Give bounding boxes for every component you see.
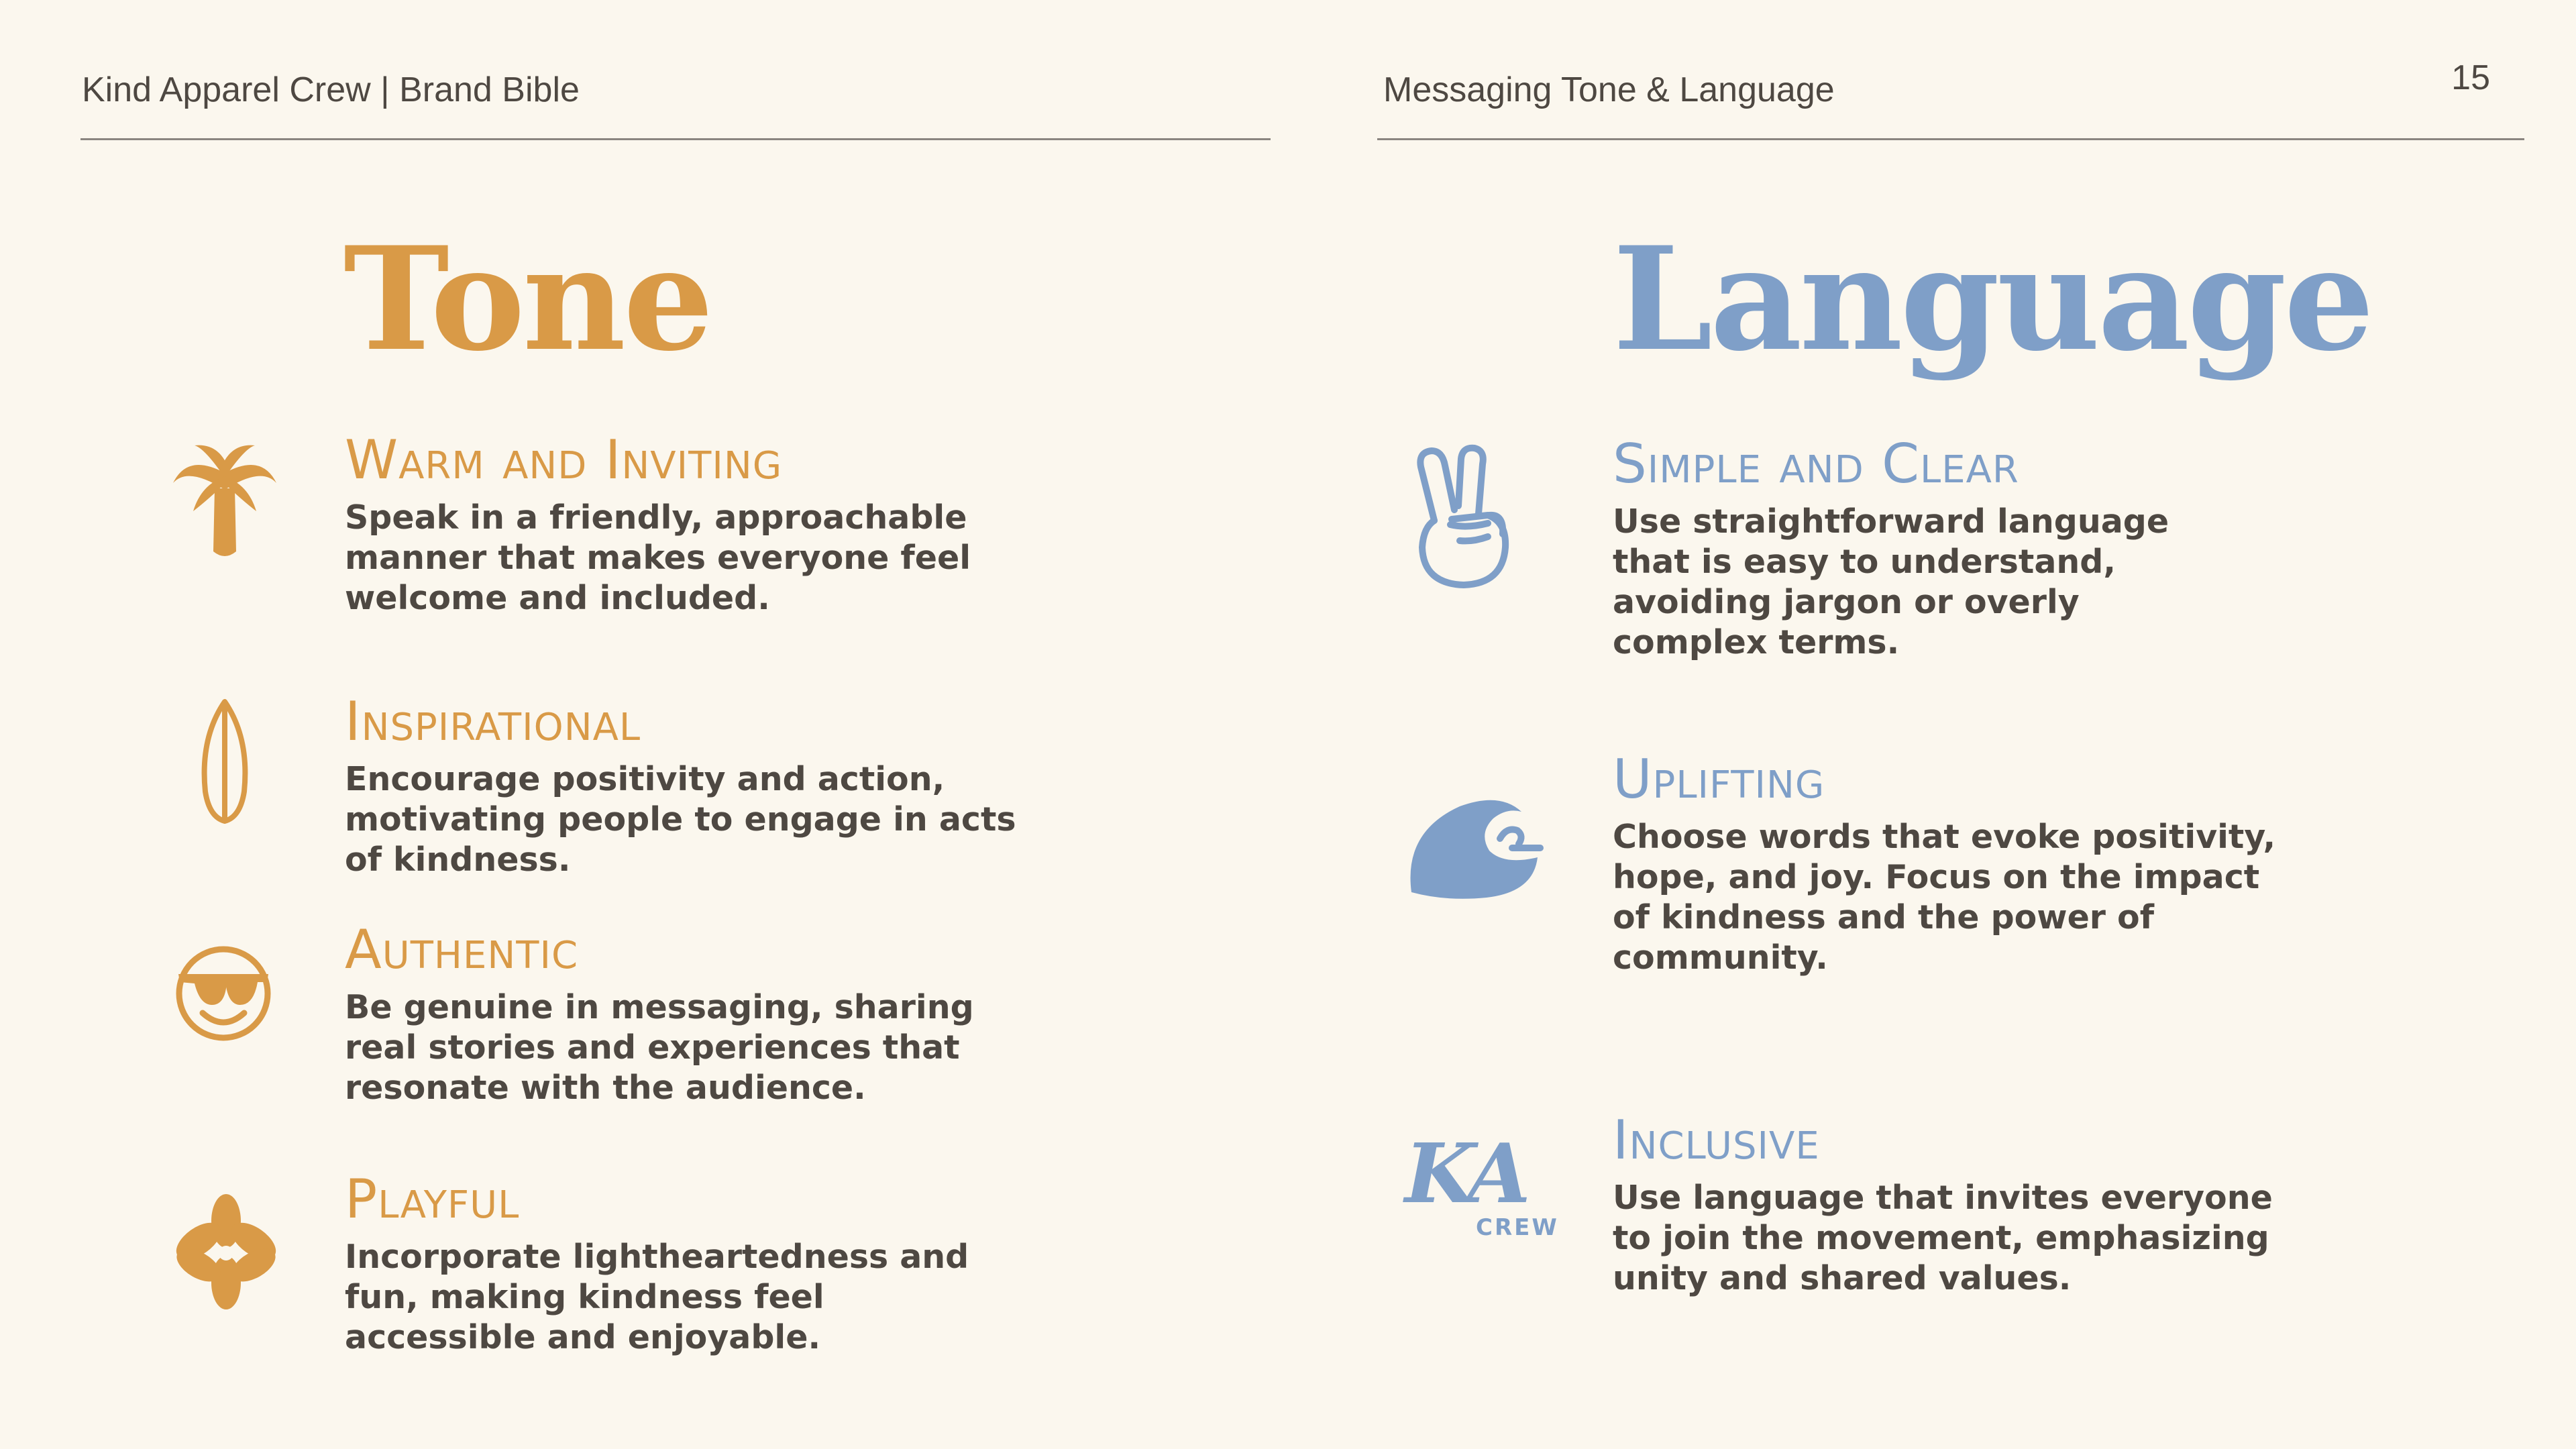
tone-item-warm <box>345 429 1083 619</box>
tone-item-playful <box>345 1168 1083 1358</box>
tone-item-body: Speak in a friendly, approachable manner that makes everyone feel welcome and included. <box>345 498 971 617</box>
tone-item-body: Be genuine in messaging, sharing real stories and experiences that resonate with the audience. <box>345 988 974 1107</box>
language-item-simple <box>1613 433 2351 663</box>
tone-item-inspirational <box>345 690 1083 880</box>
tone-item-heading: Playful <box>345 1168 520 1230</box>
page-number: 15 <box>2451 58 2490 97</box>
tone-item-body: Incorporate lightheartedness and fun, making kindness feel accessible and enjoyable. <box>345 1238 969 1356</box>
language-item-uplifting <box>1613 748 2351 978</box>
header-divider-right <box>1377 138 2524 140</box>
language-item-heading: Inclusive <box>1613 1109 1820 1171</box>
language-item-heading: Simple and Clear <box>1613 433 2019 495</box>
ka-logo-sub: CREW <box>1476 1214 1559 1241</box>
palm-tree-icon <box>168 436 282 564</box>
language-item-body: Use language that invites everyone to join the movement, emphasizing unity and shared values. <box>1613 1179 2273 1297</box>
peace-hand-icon <box>1409 440 1516 594</box>
tone-item-heading: Warm and Inviting <box>345 429 783 491</box>
language-item-inclusive <box>1613 1109 2351 1299</box>
surfboard-icon <box>195 698 255 825</box>
flower-icon <box>176 1191 276 1312</box>
header-divider-left <box>80 138 1271 140</box>
section-title: Messaging Tone & Language <box>1383 70 1835 109</box>
language-item-body: Choose words that evoke positivity, hope, and joy. Focus on the impact of kindness and the power of community. <box>1613 818 2276 977</box>
document-title: Kind Apparel Crew | Brand Bible <box>82 70 580 109</box>
tone-item-heading: Inspirational <box>345 690 641 753</box>
language-title: Language <box>1613 215 2372 382</box>
tone-title: Tone <box>343 215 711 382</box>
sunglasses-smiley-icon <box>173 943 274 1044</box>
language-item-body: Use straightforward language that is easy to understand, avoiding jargon or overly complex terms. <box>1613 502 2169 661</box>
tone-item-authentic <box>345 918 1083 1108</box>
tone-item-body: Encourage positivity and action, motivating people to engage in acts of kindness. <box>345 760 1016 879</box>
tone-item-heading: Authentic <box>345 918 579 981</box>
ka-crew-logo-icon <box>1405 1125 1559 1241</box>
ka-logo-mark: KA <box>1405 1125 1525 1222</box>
wave-icon <box>1406 792 1547 906</box>
language-item-heading: Uplifting <box>1613 748 1825 810</box>
